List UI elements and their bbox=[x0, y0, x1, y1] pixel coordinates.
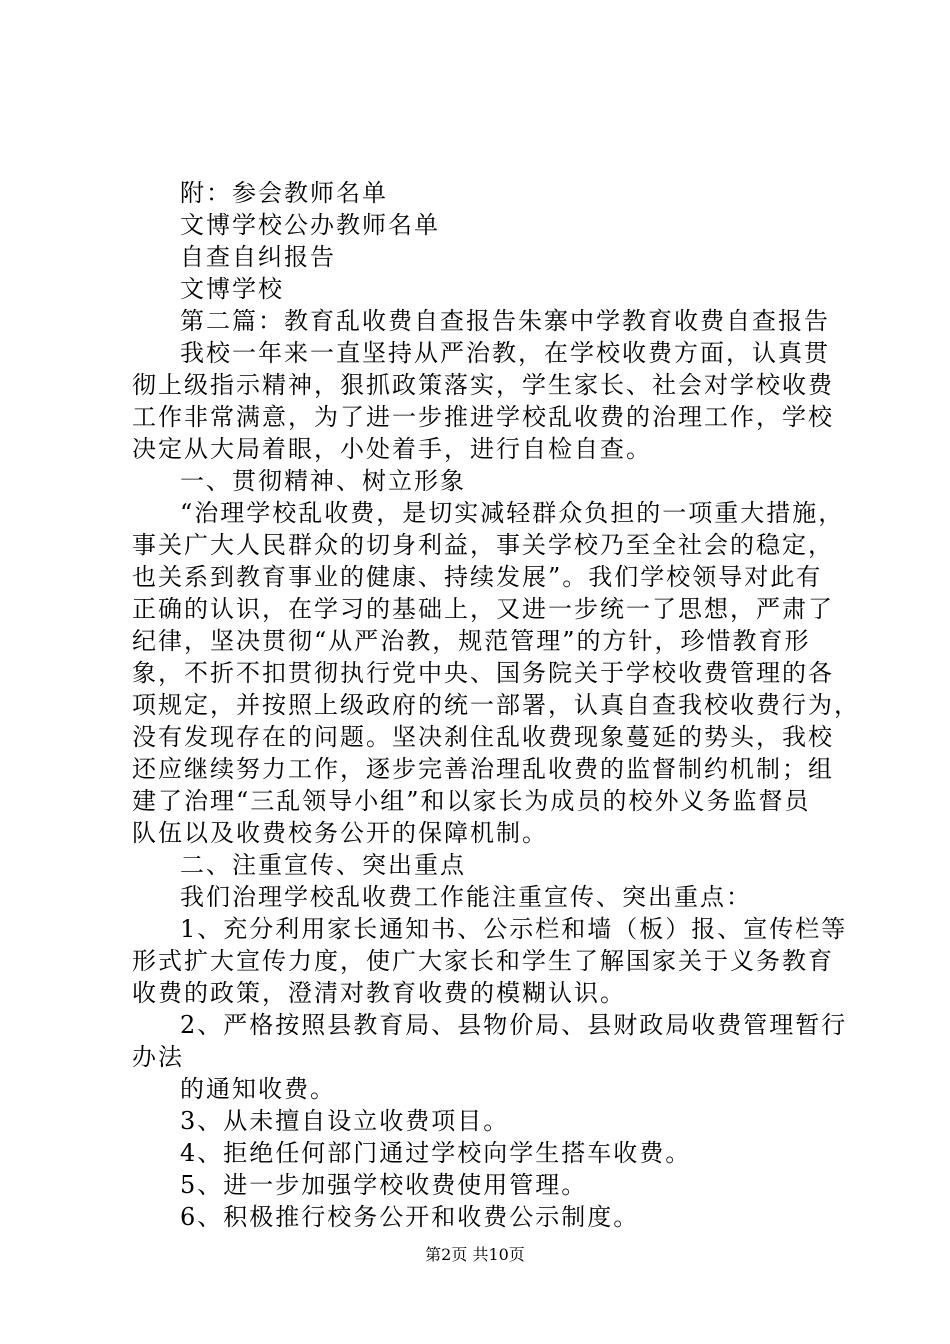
list-item: 3、从未擅自设立收费项目。 bbox=[180, 1107, 510, 1135]
paragraph-line: 也关系到教育事业的健康、持续发展”。我们学校领导对此有 bbox=[132, 563, 823, 591]
paragraph-line: 我们治理学校乱收费工作能注重宣传、突出重点： bbox=[180, 883, 752, 911]
paragraph-line: 形式扩大宣传力度，使广大家长和学生了解国家关于义务教育 bbox=[132, 947, 834, 975]
attachment-item: 文博学校公办教师名单 bbox=[180, 211, 440, 239]
paragraph-line: 的通知收费。 bbox=[180, 1075, 336, 1103]
list-item: 4、拒绝任何部门通过学校向学生搭车收费。 bbox=[180, 1139, 692, 1167]
paragraph-line: 正确的认识，在学习的基础上，又进一步统一了思想，严肃了 bbox=[132, 595, 834, 623]
paragraph-line: 决定从大局着眼，小处着手，进行自检自查。 bbox=[132, 435, 652, 463]
paragraph-line: 收费的政策，澄清对教育收费的模糊认识。 bbox=[132, 979, 626, 1007]
paragraph-line: 还应继续努力工作，逐步完善治理乱收费的监督制约机制；组 bbox=[132, 755, 834, 783]
list-item: 1、充分利用家长通知书、公示栏和墙（板）报、宣传栏等 bbox=[180, 915, 848, 943]
paragraph-line: 纪律，坚决贯彻“从严治教，规范管理”的方针，珍惜教育形 bbox=[132, 627, 811, 655]
paragraph-line: 事关广大人民群众的切身利益，事关学校乃至全社会的稳定， bbox=[132, 531, 834, 559]
paragraph-line: 办法 bbox=[132, 1043, 184, 1071]
section-title: 第二篇：教育乱收费自查报告朱寨中学教育收费自查报告 bbox=[180, 307, 830, 335]
paragraph-line: 建了治理“三乱领导小组”和以家长为成员的校外义务监督员 bbox=[132, 787, 811, 815]
paragraph-line: 工作非常满意，为了进一步推进学校乱收费的治理工作，学校 bbox=[132, 403, 834, 431]
attachment-item: 自查自纠报告 bbox=[180, 243, 336, 271]
list-item: 6、积极推行校务公开和收费公示制度。 bbox=[180, 1203, 640, 1231]
subheading: 二、注重宣传、突出重点 bbox=[180, 851, 466, 879]
paragraph-line: 没有发现存在的问题。坚决刹住乱收费现象蔓延的势头，我校 bbox=[132, 723, 834, 751]
paragraph-line: 队伍以及收费校务公开的保障机制。 bbox=[132, 819, 548, 847]
paragraph-line: 彻上级指示精神，狠抓政策落实，学生家长、社会对学校收费 bbox=[132, 371, 834, 399]
list-item: 5、进一步加强学校收费使用管理。 bbox=[180, 1171, 588, 1199]
subheading: 一、贯彻精神、树立形象 bbox=[180, 467, 466, 495]
paragraph-line: 我校一年来一直坚持从严治教，在学校收费方面，认真贯 bbox=[180, 339, 830, 367]
attachment-heading: 附：参会教师名单 bbox=[180, 179, 388, 207]
school-name: 文博学校 bbox=[180, 275, 284, 303]
paragraph-line: 项规定，并按照上级政府的统一部署，认真自查我校收费行为， bbox=[132, 691, 860, 719]
paragraph-line: “治理学校乱收费，是切实减轻群众负担的一项重大措施， bbox=[180, 499, 845, 527]
page-number-footer: 第2页 共10页 bbox=[425, 1245, 525, 1264]
list-item: 2、严格按照县教育局、县物价局、县财政局收费管理暂行 bbox=[180, 1011, 848, 1039]
paragraph-line: 象，不折不扣贯彻执行党中央、国务院关于学校收费管理的各 bbox=[132, 659, 834, 687]
